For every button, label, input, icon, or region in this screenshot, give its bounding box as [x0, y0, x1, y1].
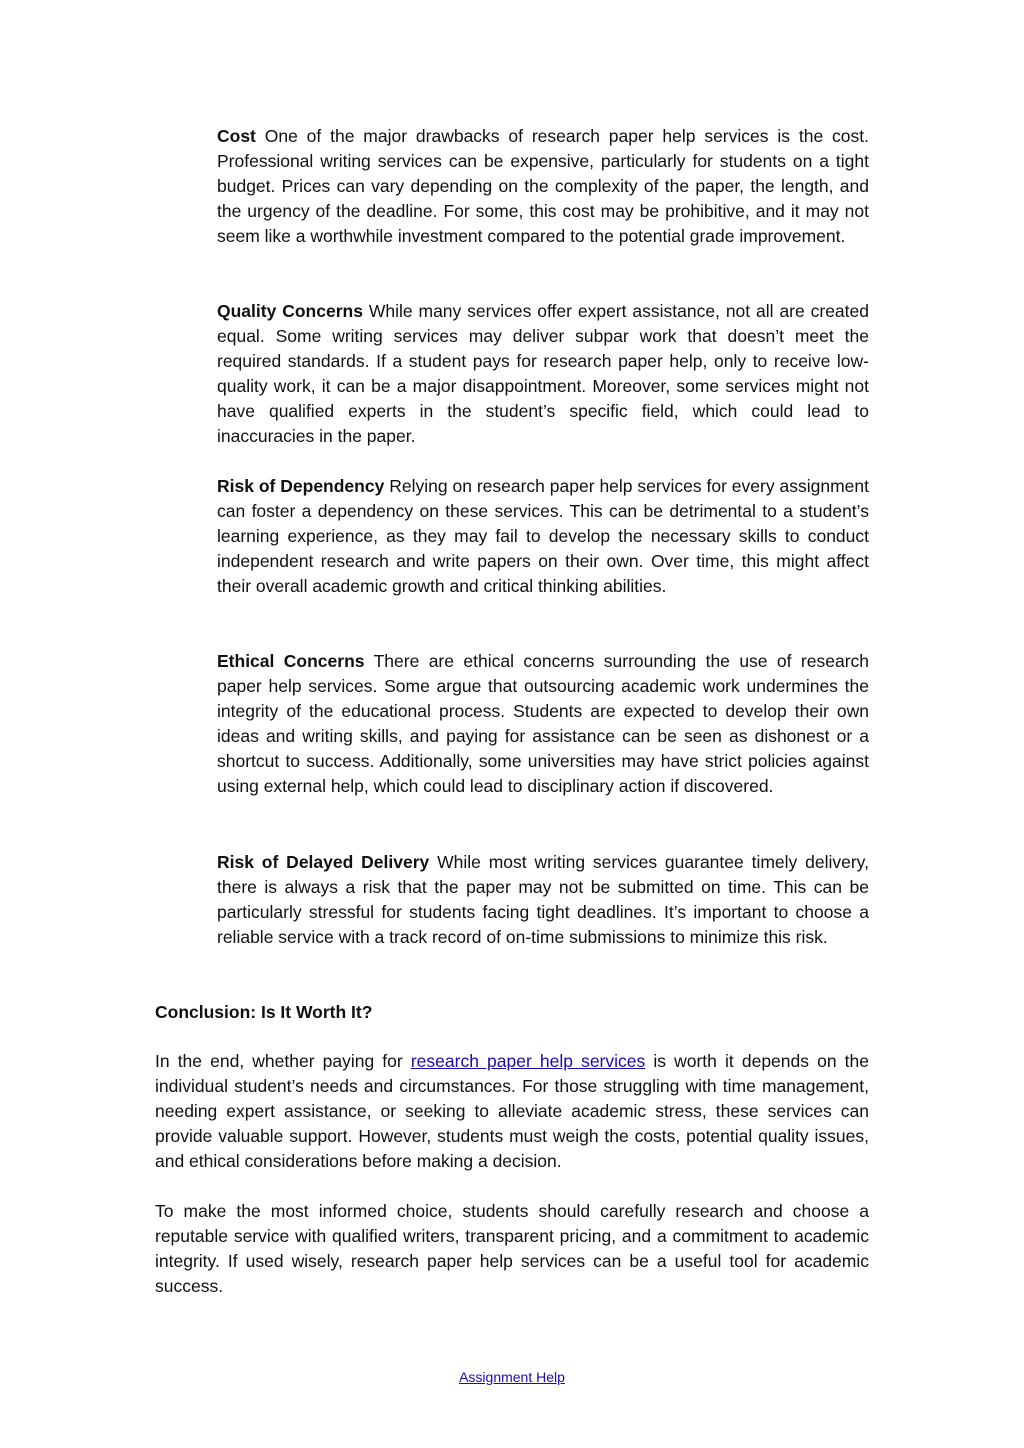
section-term: Cost: [217, 126, 256, 146]
section-paragraph: [217, 850, 869, 950]
section-cost: [217, 124, 869, 249]
section-paragraph: [217, 299, 869, 450]
section-term: Risk of Dependency: [217, 476, 385, 496]
section-risk-of-dependency: [217, 474, 869, 599]
section-paragraph: [217, 474, 869, 599]
conclusion-paragraph-1: [155, 1049, 869, 1174]
section-term: Risk of Delayed Delivery: [217, 852, 430, 872]
section-text: There are ethical concerns surrounding the use of research paper help services. Some argue that outsourcing academic work undermines the integrity of the educational process. Students are expected to develop their own ideas and writing skills, and paying for assistance can be seen as dishonest or a shortcut to success. Additionally, some universities may have strict policies against using external help, which could lead to disciplinary action if discovered.: [217, 651, 870, 797]
conclusion-paragraph-1-block: [155, 1049, 869, 1174]
conclusion-paragraph-2: To make the most informed choice, students should carefully research and choose a reputable service with qualified writers, transparent pricing, and a commitment to academic integrity. If used wisely, research paper help services can be a useful tool for academic success.: [155, 1201, 869, 1297]
page-footer: [0, 1368, 1024, 1386]
section-term: Quality Concerns: [217, 301, 363, 321]
conclusion-text-before-link: In the end, whether paying for: [155, 1051, 403, 1071]
conclusion-text-after-link: is worth it depends on the individual student’s needs and circumstances. For those struggling with time management, needing expert assistance, or seeking to alleviate academic stress, these services can provide valuable support. However, students must weigh the costs, potential quality issues, and ethical considerations before making a decision.: [155, 1051, 869, 1172]
section-ethical-concerns: [217, 649, 869, 800]
section-text: While many services offer expert assistance, not all are created equal. Some writing services may deliver subpar work that doesn’t meet the required standards. If a student pays for research paper help, only to receive low-quality work, it can be a major disappointment. Moreover, some services might not have qualified experts in the student’s specific field, which could lead to inaccuracies in the paper.: [217, 301, 869, 447]
section-text: Relying on research paper help services for every assignment can foster a dependency on these services. This can be detrimental to a student’s learning experience, as they may fail to develop the necessary skills to conduct independent research and write papers on their own. Over time, this might affect their overall academic growth and critical thinking abilities.: [217, 476, 869, 597]
conclusion-paragraph-2-block: [155, 1199, 869, 1299]
section-quality-concerns: [217, 299, 869, 450]
section-text: One of the major drawbacks of research paper help services is the cost. Professional writing services can be expensive, particularly for students on a tight budget. Prices can vary depending on the complexity of the paper, the length, and the urgency of the deadline. For some, this cost may be prohibitive, and it may not seem like a worthwhile investment compared to the potential grade improvement.: [217, 126, 869, 247]
conclusion-heading: Conclusion: Is It Worth It?: [155, 1002, 373, 1022]
section-paragraph: [217, 124, 869, 249]
section-paragraph: [217, 649, 869, 800]
section-text: While most writing services guarantee timely delivery, there is always a risk that the paper may not be submitted on time. This can be particularly stressful for students facing tight deadlines. It’s important to choose a reliable service with a track record of on-time submissions to minimize this risk.: [217, 852, 869, 948]
section-risk-of-delayed-delivery: [217, 850, 869, 950]
research-paper-help-link[interactable]: research paper help services: [410, 1051, 646, 1071]
section-term: Ethical Concerns: [217, 651, 365, 671]
assignment-help-link[interactable]: Assignment Help: [459, 1369, 565, 1385]
conclusion-heading-block: [155, 1000, 869, 1025]
